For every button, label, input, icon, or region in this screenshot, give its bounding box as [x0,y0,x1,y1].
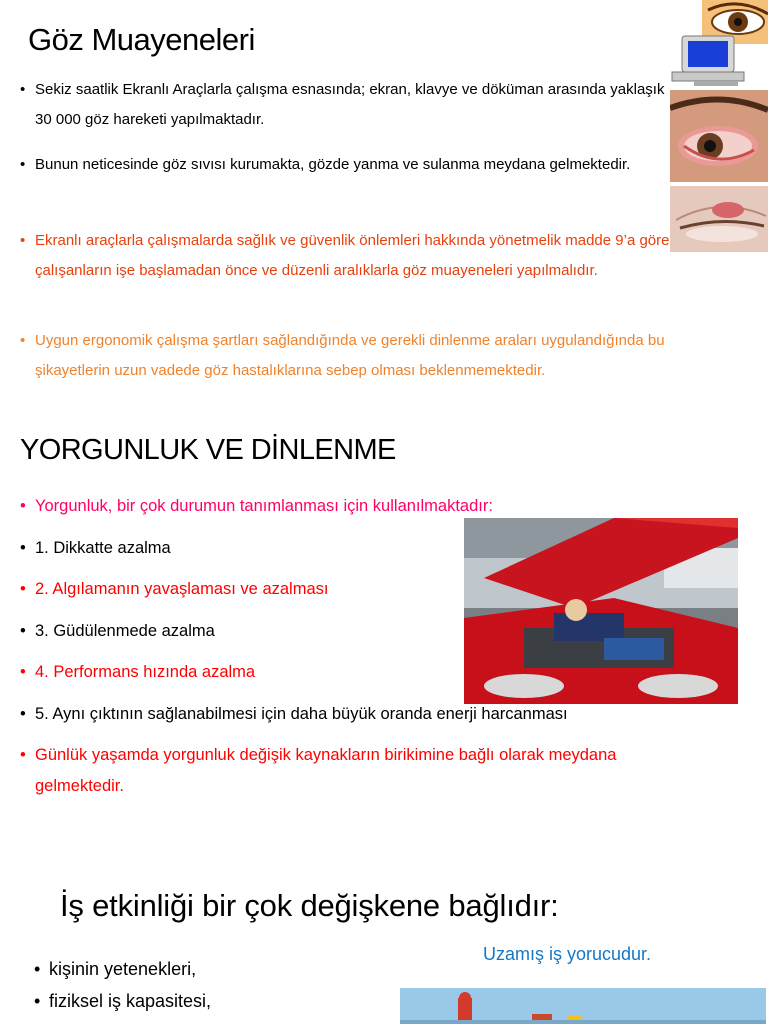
section-title-work-efficiency: İş etkinliği bir çok değişkene bağlıdır: [60,888,559,923]
industrial-photo [400,988,766,1024]
list-item: • fiziksel iş kapasitesi, [34,986,389,1016]
eye-computer-icon [668,0,768,86]
list-item: • 2. Algılamanın yavaşlaması ve azalması [20,574,455,605]
list-item: • Sekiz saatlik Ekranlı Araçlarla çalışma esnasında; ekran, klavye ve döküman arasında yaklaşık 30 000 göz hareketi yapılmaktadır. [20,75,675,135]
list-item: • Günlük yaşamda yorgunluk değişik kaynakların birikimine bağlı olarak meydana gelmektedir. [20,740,685,802]
section-title-eye-exams: Göz Muayeneleri [28,22,255,57]
list-item: • 1. Dikkatte azalma [20,533,455,564]
red-eye-photo [670,90,768,182]
list-item: • Uygun ergonomik çalışma şartları sağlandığında ve gerekli dinlenme araları uygulandığında bu şikayetlerin uzun vadede göz hastalıklarına sebep olması beklenmemektedir. [20,326,675,386]
list-item: • Bunun neticesinde göz sıvısı kurumakta, gözde yanma ve sulanma meydana gelmektedir. [20,150,675,180]
list-item: • 3. Güdülenmede azalma [20,616,455,647]
eyelid-stye-photo [670,186,768,252]
list-item: • 5. Aynı çıktının sağlanabilmesi için daha büyük oranda enerji harcanması [20,699,755,730]
mechanic-car-photo [464,518,738,704]
list-item: • kişinin yetenekleri, [34,954,389,984]
section-title-fatigue: YORGUNLUK VE DİNLENME [20,434,396,466]
list-item: • Yorgunluk, bir çok durumun tanımlanması için kullanılmaktadır: [20,491,635,522]
tagline-text: Uzamış iş yorucudur. [483,944,652,964]
list-item: • Ekranlı araçlarla çalışmalarda sağlık ve güvenlik önlemleri hakkında yönetmelik madde 9’a göre çalışanların işe başlamadan önce ve düzenli aralıklarla göz muayeneleri yapılmalıdır. [20,226,675,286]
list-item: • 4. Performans hızında azalma [20,657,455,688]
